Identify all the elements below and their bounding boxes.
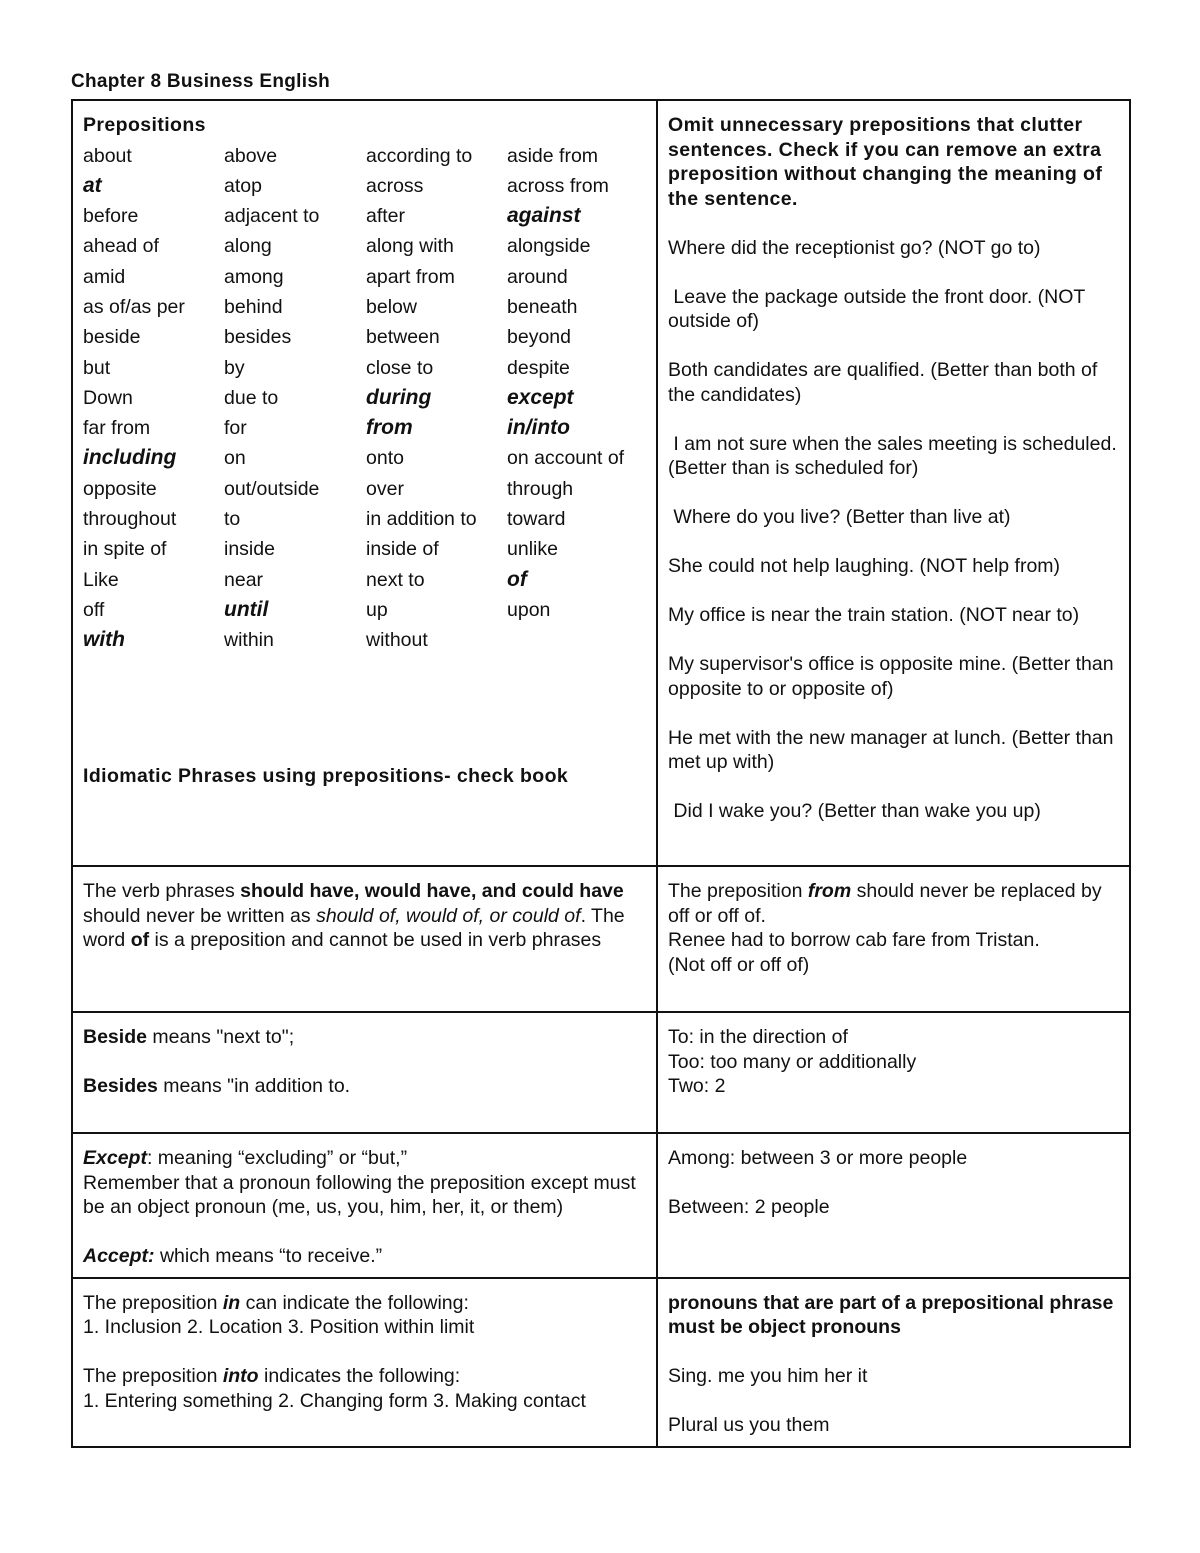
preposition-item [507,625,647,655]
preposition-item: at [83,173,102,197]
preposition-item: upon [507,598,551,621]
example-sentence: He met with the new manager at lunch. (Better than met up with) [668,726,1119,773]
preposition-item: beside [83,326,141,349]
preposition-item: before [83,205,139,228]
between-definition: Between: 2 people [668,1196,830,1218]
in-into-cell [72,1278,657,1447]
preposition-item: inside [224,538,275,561]
preposition-item: Like [83,568,119,591]
example-sentence: I am not sure when the sales meeting is scheduled. (Better than is scheduled for) [668,432,1123,479]
table-row [72,1133,1130,1278]
among-definition: Among: between 3 or more people [668,1147,968,1169]
two-definition: Two: 2 [668,1075,726,1097]
table-row [72,100,1130,866]
preposition-item: over [366,477,404,500]
examples-list [668,211,1123,824]
verb-phrases-text: The verb phrases should have, would have, and could have should never be written as should of, would of, or could of. The word of is a preposition and cannot be used in verb phrases [83,880,625,951]
preposition-item: across from [507,174,609,197]
preposition-item: ahead of [83,235,159,258]
preposition-item: except [507,385,574,409]
prepositions-list [83,141,646,656]
preposition-item: up [366,598,388,621]
preposition-item: in spite of [83,538,167,561]
example-sentence: Did I wake you? (Better than wake you up) [668,800,1041,822]
preposition-item: below [366,295,417,318]
preposition-item: on [224,447,246,470]
preposition-item: onto [366,447,404,470]
preposition-item: as of/as per [83,295,185,318]
example-sentence: My office is near the train station. (NOT near to) [668,604,1080,626]
into-rule: The preposition into indicates the following: [83,1365,461,1387]
preposition-item: along [224,235,272,258]
preposition-item: about [83,144,132,167]
preposition-item: in addition to [366,508,477,531]
preposition-item: including [83,446,177,470]
table-row [72,866,1130,1012]
preposition-item: according to [366,144,473,167]
preposition-item: around [507,265,568,288]
prepositions-cell [72,100,657,866]
accept-definition: Accept: which means “to receive.” [83,1245,383,1267]
example-sentence: My supervisor's office is opposite mine. (Better than opposite to or opposite of) [668,653,1119,700]
in-rule: The preposition in can indicate the following: [83,1291,469,1314]
preposition-item: against [507,204,581,228]
omit-intro: Omit unnecessary prepositions that clutter sentences. Check if you can remove an extra preposition without changing the meaning of the sentence. [668,114,1103,210]
preposition-item: after [366,205,406,228]
preposition-item: until [224,597,269,621]
to-too-two-cell [657,1012,1130,1133]
example-sentence: She could not help laughing. (NOT help from) [668,555,1061,577]
among-between-cell [657,1133,1130,1278]
preposition-item: during [366,385,432,409]
preposition-item: amid [83,265,126,288]
example-sentence: Both candidates are qualified. (Better than both of the candidates) [668,359,1103,406]
verb-phrases-cell [72,866,657,1012]
preposition-item: opposite [83,477,157,500]
preposition-item: next to [366,568,425,591]
object-pronouns-heading: pronouns that are part of a prepositional phrase must be object pronouns [668,1291,1114,1338]
beside-definition: Beside means "next to"; [83,1026,295,1048]
preposition-item: throughout [83,508,177,531]
preposition-item: besides [224,326,292,349]
preposition-item: inside of [366,538,439,561]
preposition-item: for [224,417,247,440]
from-cell [657,866,1130,1012]
preposition-item: among [224,265,284,288]
preposition-item: toward [507,508,566,531]
preposition-item: aside from [507,144,599,167]
preposition-item: through [507,477,574,500]
in-list: 1. Inclusion 2. Location 3. Position within limit [83,1316,475,1338]
preposition-item: due to [224,386,279,409]
preposition-item: close to [366,356,434,379]
preposition-item: unlike [507,538,558,561]
preposition-item: on account of [507,447,625,470]
preposition-item: behind [224,295,283,318]
preposition-item: near [224,568,264,591]
preposition-item: Down [83,386,133,409]
preposition-item: above [224,144,278,167]
except-definition: Except: meaning “excluding” or “but,” [83,1147,408,1169]
singular-pronouns: Sing. me you him her it [668,1365,868,1387]
preposition-item: to [224,508,241,531]
except-rule: Remember that a pronoun following the preposition except must be an object pronoun (me, us, you, him, her, it, or them) [83,1171,636,1218]
preposition-item: apart from [366,265,455,288]
preposition-item: along with [366,235,454,258]
preposition-item: by [224,356,245,379]
preposition-item: beyond [507,326,571,349]
preposition-item: alongside [507,235,591,258]
example-sentence: Where do you live? (Better than live at) [668,506,1011,528]
preposition-item: adjacent to [224,205,320,228]
preposition-item: despite [507,356,570,379]
except-accept-cell [72,1133,657,1278]
too-definition: Too: too many or additionally [668,1050,917,1073]
table-row [72,1278,1130,1447]
notes-table [71,99,1131,1448]
preposition-item: of [507,567,527,591]
preposition-item: atop [224,174,262,197]
example-sentence: Leave the package outside the front door. (NOT outside of) [668,285,1091,332]
preposition-item: within [224,629,274,652]
table-row [72,1012,1130,1133]
omit-prepositions-cell [657,100,1130,866]
preposition-item: between [366,326,440,349]
object-pronouns-cell [657,1278,1130,1447]
plural-pronouns: Plural us you them [668,1414,830,1436]
preposition-item: with [83,628,125,652]
from-rule: The preposition from should never be replaced by off or off of. [668,880,1102,927]
preposition-item: beneath [507,295,578,318]
prepositions-heading: Prepositions [83,114,206,136]
besides-definition: Besides means "in addition to. [83,1075,351,1097]
beside-besides-cell [72,1012,657,1133]
from-example: Renee had to borrow cab fare from Tristan. [668,929,1040,951]
preposition-item: without [366,629,428,652]
preposition-item: across [366,174,424,197]
preposition-item: but [83,356,111,379]
idiomatic-note: Idiomatic Phrases using prepositions- check book [83,764,569,787]
preposition-item: far from [83,417,151,440]
to-definition: To: in the direction of [668,1026,848,1048]
preposition-item: out/outside [224,477,320,500]
from-example-note: (Not off or off of) [668,953,810,976]
into-list: 1. Entering something 2. Changing form 3. Making contact [83,1389,586,1412]
page-title: Chapter 8 Business English [71,71,331,92]
preposition-item: from [366,416,413,440]
preposition-item: in/into [507,416,570,440]
example-sentence: Where did the receptionist go? (NOT go to) [668,236,1041,259]
preposition-item: off [83,598,105,621]
